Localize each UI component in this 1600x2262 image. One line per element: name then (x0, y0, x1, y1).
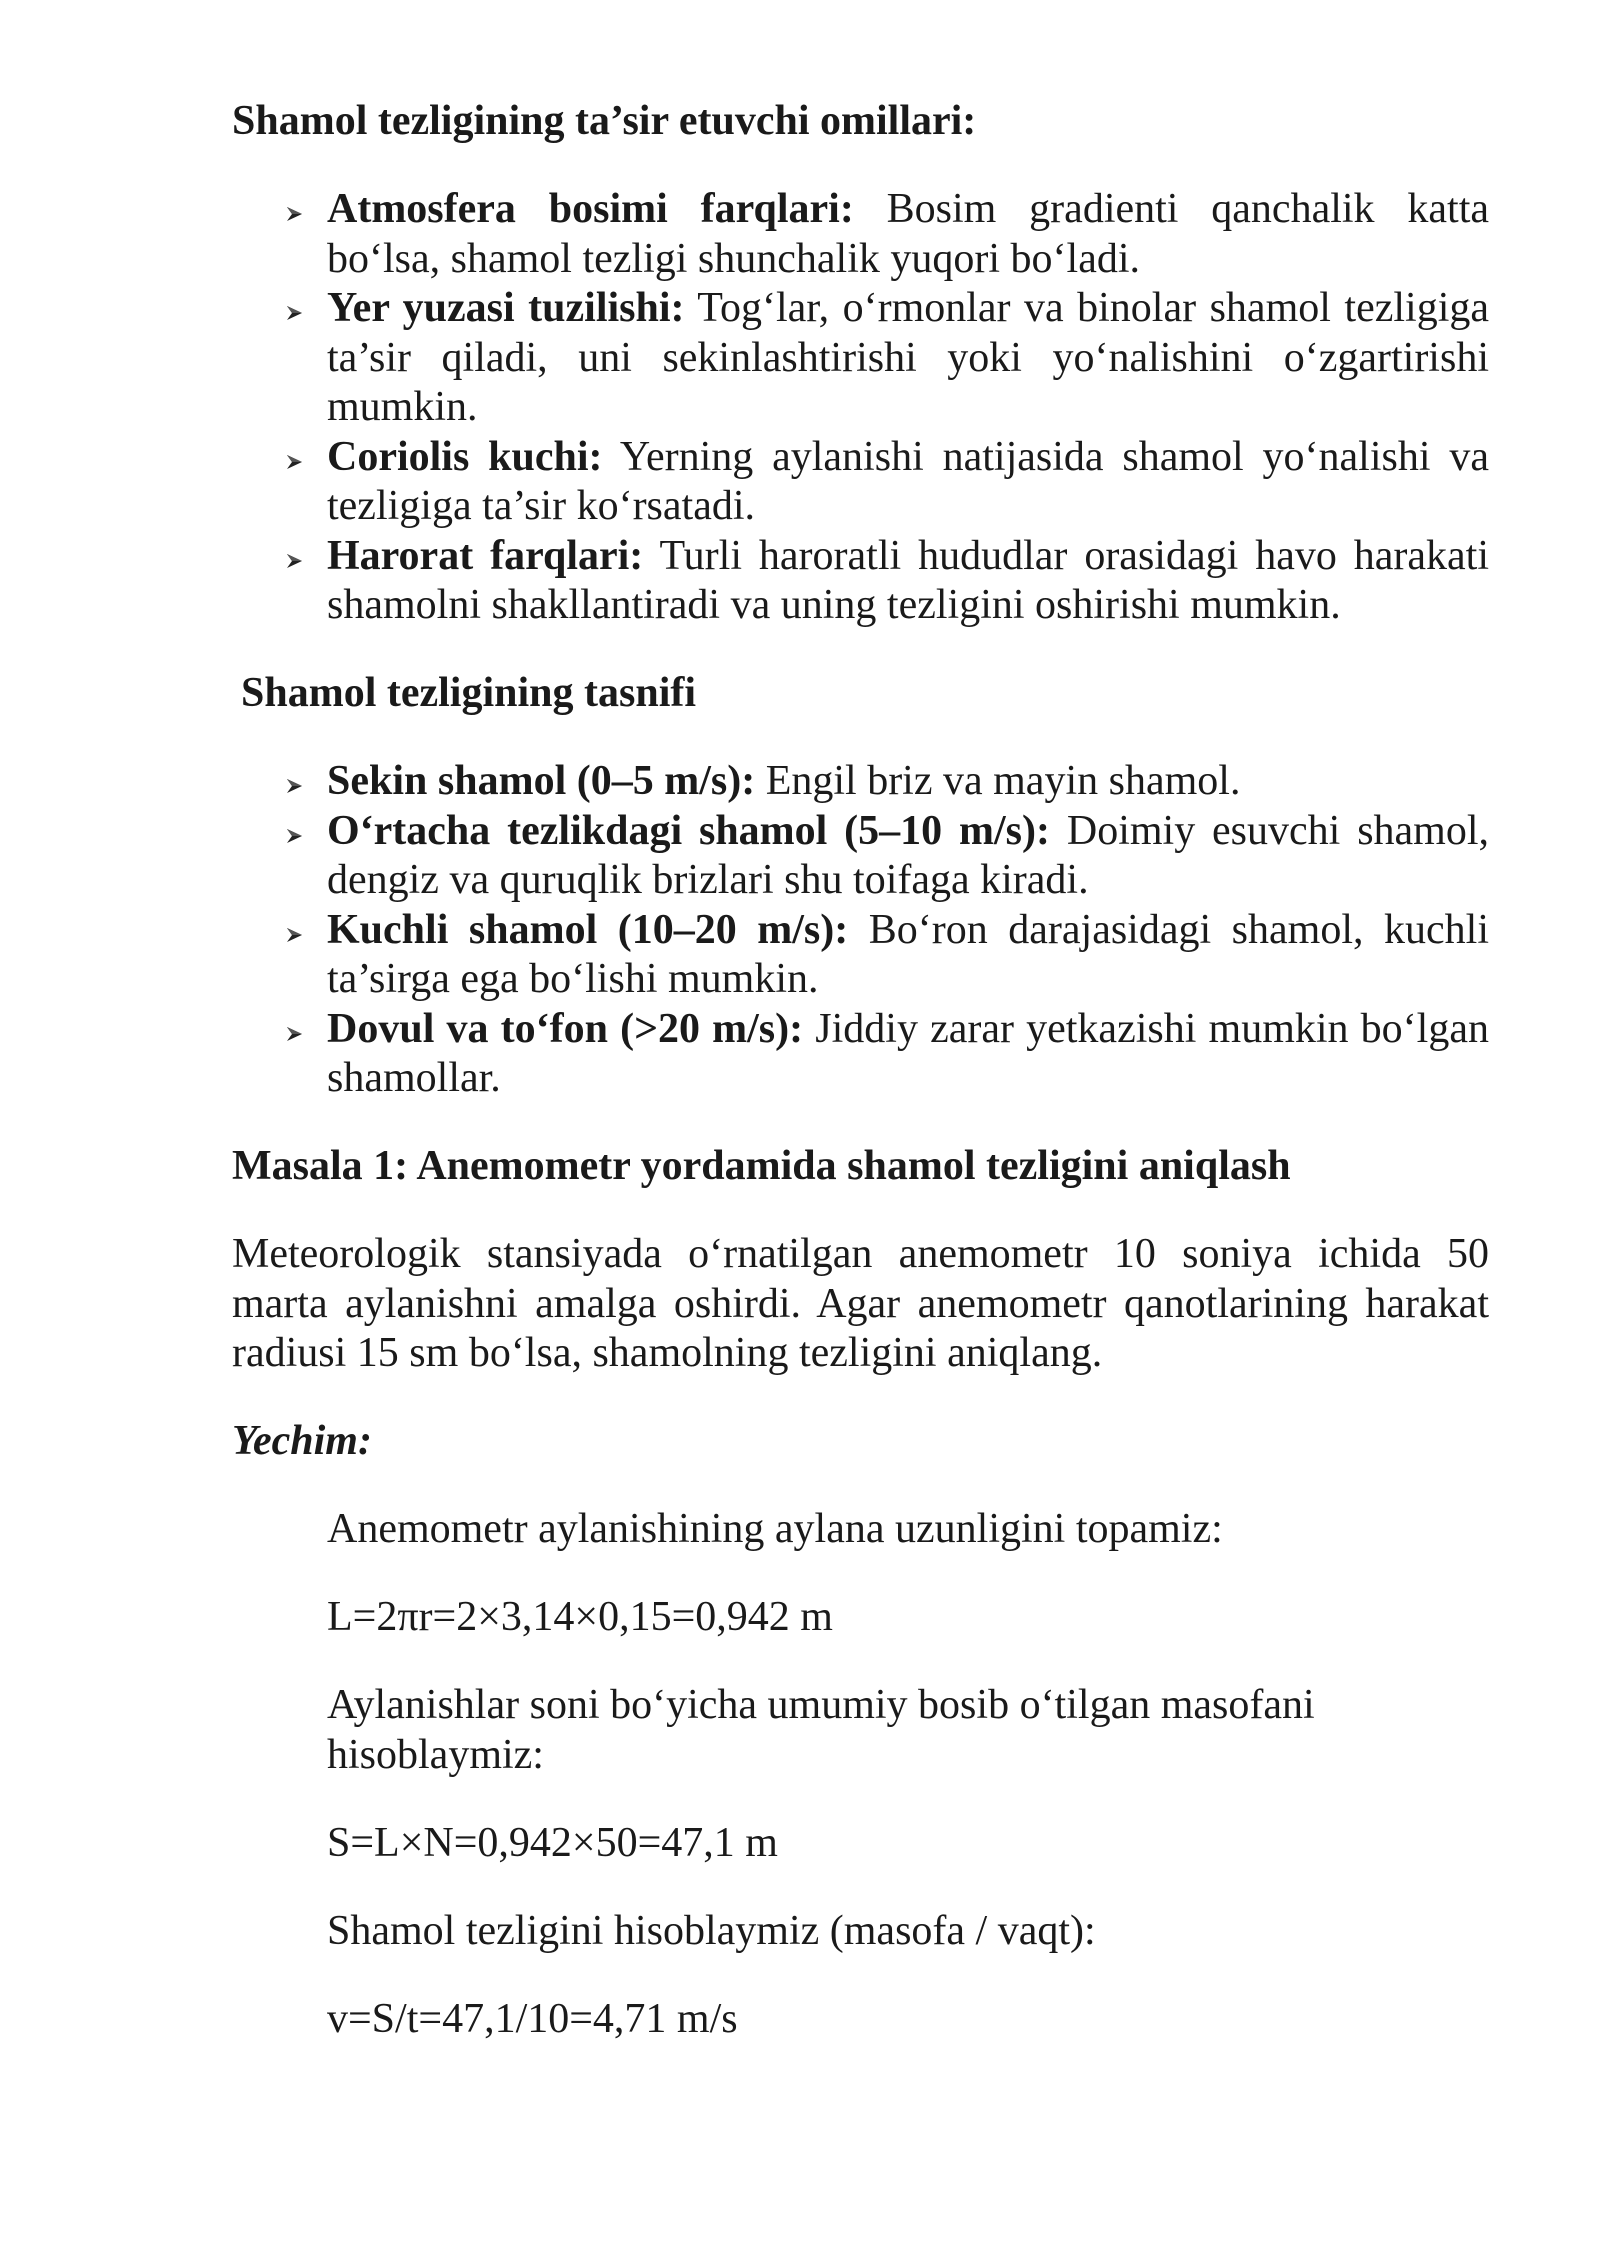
list-item (327, 532, 1489, 631)
list-item (327, 284, 1489, 433)
solution-formula (232, 1819, 1489, 1869)
bullet-term: Harorat farqlari: (327, 532, 644, 579)
bullet-line: shamollar. (327, 1055, 501, 1101)
formula: L=2πr=2×3,14×0,15=0,942 m (327, 1594, 833, 1640)
problem-paragraph (232, 1230, 1489, 1379)
bullet-line: tezligiga ta’sir ko‘rsatadi. (327, 483, 756, 529)
solution-step (232, 1505, 1489, 1555)
bullet-line: ta’sir qiladi, uni sekinlashtirishi yoki yo‘nalishini o‘zgartirishi (327, 334, 1489, 381)
paragraph-line: Meteorologik stansiyada o‘rnatilgan anemometr 10 soniya ichida 50 (232, 1231, 1489, 1277)
solution-text: Anemometr aylanishining aylana uzunligini topamiz: (327, 1506, 1223, 1552)
solution-step (232, 1681, 1489, 1780)
bullet-text: Yerning aylanishi natijasida shamol yo‘nalishi va (619, 433, 1490, 480)
bullet-line (327, 185, 1489, 235)
paragraph-line: marta aylanishni amalga oshirdi. Agar anemometr qanotlarining harakat (232, 1280, 1489, 1327)
bullet-line (327, 433, 1489, 483)
bullet-line (327, 757, 1489, 807)
problem-heading: Masala 1: Anemometr yordamida shamol tezligini aniqlash (232, 1143, 1291, 1189)
bullet-text: Turli haroratli hududlar orasidagi havo harakati (659, 532, 1490, 579)
solution-formula (232, 1593, 1489, 1643)
bullet-term: Kuchli shamol (10–20 m/s): (327, 906, 849, 953)
bullet-text: Bo‘ron darajasidagi shamol, kuchli (868, 906, 1489, 953)
bullet-line (327, 1005, 1489, 1055)
solution-label: Yechim: (232, 1418, 372, 1464)
arrowhead-bullet-icon (287, 207, 302, 221)
arrowhead-bullet-icon (287, 306, 302, 320)
bullet-line: shamolni shakllantiradi va uning tezligini oshirishi mumkin. (327, 582, 1341, 628)
bullet-line: dengiz va quruqlik brizlari shu toifaga kiradi. (327, 857, 1089, 903)
bullet-term: O‘rtacha tezlikdagi shamol (5–10 m/s): (327, 807, 1050, 854)
bullet-text: Engil briz va mayin shamol. (765, 758, 1241, 804)
formula: v=S/t=47,1/10=4,71 m/s (327, 1995, 738, 2042)
paragraph-line: radiusi 15 sm bo‘lsa, shamolning tezligini aniqlang. (232, 1330, 1103, 1376)
bullet-line: mumkin. (327, 384, 478, 430)
list-item (327, 185, 1489, 284)
solution-step (232, 1907, 1489, 1957)
list-item (327, 1005, 1489, 1104)
list-item (327, 807, 1489, 906)
arrowhead-bullet-icon (287, 779, 302, 793)
bullet-line: ta’sirga ega bo‘lishi mumkin. (327, 956, 819, 1002)
list-item (327, 757, 1489, 807)
factors-list (232, 185, 1489, 631)
bullet-line (327, 284, 1489, 334)
bullet-text: Doimiy esuvchi shamol, (1066, 807, 1490, 854)
arrowhead-bullet-icon (287, 829, 302, 843)
arrowhead-bullet-icon (287, 554, 302, 568)
arrowhead-bullet-icon (287, 1027, 302, 1041)
list-item (327, 906, 1489, 1005)
bullet-term: Dovul va to‘fon (>20 m/s): (327, 1005, 804, 1052)
classification-list (232, 757, 1489, 1104)
solution-text: Aylanishlar soni bo‘yicha umumiy bosib o‘tilgan masofani (327, 1682, 1315, 1728)
bullet-line (327, 532, 1489, 582)
bullet-line (327, 906, 1489, 956)
bullet-term: Coriolis kuchi: (327, 433, 603, 480)
bullet-text: Jiddiy zarar yetkazishi mumkin bo‘lgan (815, 1005, 1489, 1052)
arrowhead-bullet-icon (287, 928, 302, 942)
bullet-line (327, 807, 1489, 857)
bullet-text: Bosim gradienti qanchalik katta (886, 186, 1490, 232)
section-heading: Shamol tezligining tasnifi (241, 670, 697, 716)
arrowhead-bullet-icon (287, 455, 302, 469)
bullet-line: bo‘lsa, shamol tezligi shunchalik yuqori bo‘ladi. (327, 235, 1141, 282)
bullet-term: Atmosfera bosimi farqlari: (327, 186, 854, 232)
solution-text: hisoblaymiz: (327, 1731, 544, 1778)
bullet-term: Sekin shamol (0–5 m/s): (327, 758, 756, 804)
list-item (327, 433, 1489, 532)
section-heading: Shamol tezligining ta’sir etuvchi omillari: (232, 98, 977, 144)
bullet-text: Tog‘lar, o‘rmonlar va binolar shamol tezligiga (697, 285, 1489, 331)
bullet-term: Yer yuzasi tuzilishi: (327, 285, 685, 331)
formula: S=L×N=0,942×50=47,1 m (327, 1819, 778, 1866)
solution-formula (232, 1995, 1489, 2045)
solution-text: Shamol tezligini hisoblaymiz (masofa / vaqt): (327, 1907, 1096, 1954)
